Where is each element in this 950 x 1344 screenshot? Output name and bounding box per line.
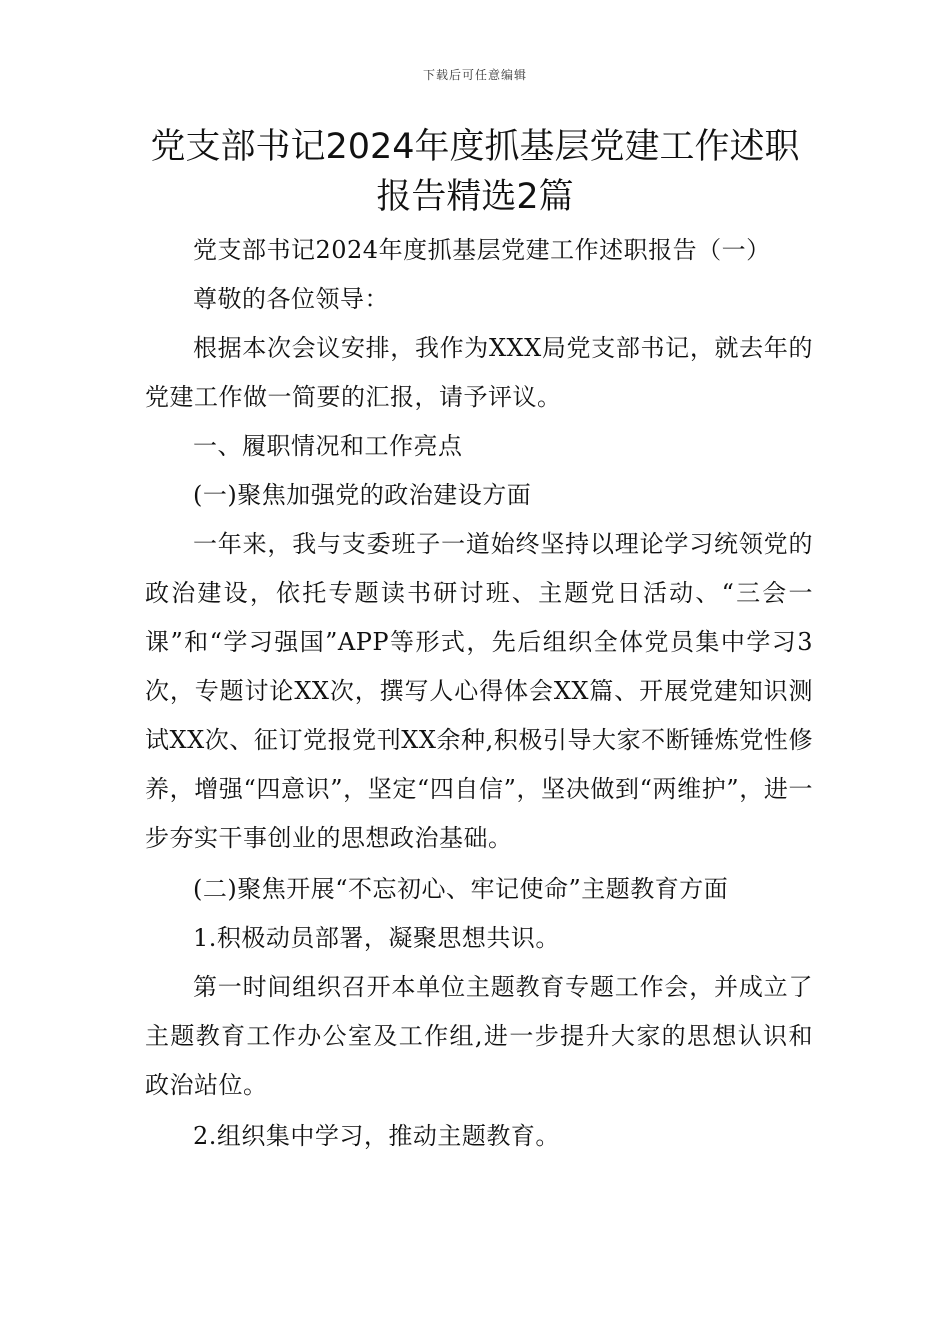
salutation: 尊敬的各位领导： (193, 285, 389, 313)
subsection-heading-2: (二)聚焦开展“不忘初心、牢记使命”主题教育方面 (193, 875, 729, 903)
title-line-1: 党支部书记2024年度抓基层党建工作述职 (150, 127, 800, 167)
body-paragraph-1: 一年来，我与支委班子一道始终坚持以理论学习统领党的政治建设，依托专题读书研讨班、主题党日活动、“三会一课”和“学习强国”APP等形式，先后组织全体党员集中学习3次，专题讨论XX次，撰写人心得体会XX篇、开展党建知识测试XX次、征订党报党刊XX余种,积极引导大家不断锤炼党性修养，增强“四意识”，坚定“四自信”，坚决做到“两维护”，进一步夯实干事创业的思想政治基础。 (145, 530, 813, 852)
item-heading-2: 2.组织集中学习，推动主题教育。 (193, 1122, 560, 1150)
document-body (145, 226, 813, 1161)
section-heading-1: 一、履职情况和工作亮点 (193, 432, 463, 460)
subsection-heading-1: (一)聚焦加强党的政治建设方面 (193, 481, 532, 509)
item-heading-1: 1.积极动员部署，凝聚思想共识。 (193, 924, 560, 952)
intro-paragraph: 根据本次会议安排，我作为XXX局党支部书记，就去年的党建工作做一简要的汇报，请予评议。 (145, 334, 813, 411)
subtitle-paragraph: 党支部书记2024年度抓基层党建工作述职报告（一） (193, 236, 771, 264)
header-note: 下载后可任意编辑 (422, 68, 527, 82)
document-title (120, 122, 830, 222)
body-paragraph-2: 第一时间组织召开本单位主题教育专题工作会，并成立了主题教育工作办公室及工作组,进一步提升大家的思想认识和政治站位。 (145, 973, 813, 1099)
title-line-2: 报告精选2篇 (376, 177, 574, 217)
